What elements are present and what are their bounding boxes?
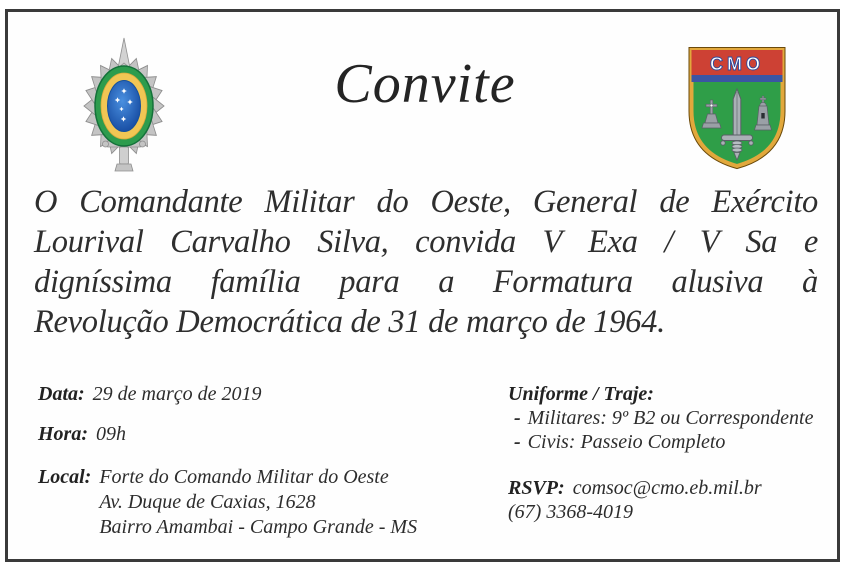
rsvp-phone: (67) 3368-4019 bbox=[508, 501, 633, 523]
dress-code-item-military bbox=[508, 406, 828, 430]
time-value: 09h bbox=[96, 423, 126, 445]
location-value bbox=[99, 465, 417, 540]
date-value: 29 de março de 2019 bbox=[92, 383, 262, 405]
event-details bbox=[38, 382, 488, 556]
location-label: Local: bbox=[38, 466, 92, 488]
invitation-line-2: Lourival Carvalho Silva, convida V Exa / V Sa e bbox=[34, 224, 818, 260]
dash-bullet: - bbox=[514, 431, 521, 453]
rsvp-label: RSVP: bbox=[508, 477, 565, 499]
invitation-line-3: digníssima família para a Formatura alusiva à bbox=[34, 264, 818, 300]
cmo-shield-icon bbox=[684, 47, 790, 171]
invitation-line-1: O Comandante Militar do Oeste, General de Exército bbox=[34, 184, 818, 220]
rsvp-email: comsoc@cmo.eb.mil.br bbox=[572, 477, 762, 499]
dress-code-civilian-text: Civis: Passeio Completo bbox=[527, 431, 726, 453]
page-title: Convite bbox=[334, 53, 516, 115]
dress-code-label: Uniforme / Traje: bbox=[508, 383, 654, 405]
location-line-1: Forte do Comando Militar do Oeste bbox=[99, 466, 389, 488]
date-row bbox=[38, 382, 488, 406]
time-row bbox=[38, 422, 488, 446]
location-row bbox=[38, 465, 488, 540]
location-line-3: Bairro Amambai - Campo Grande - MS bbox=[99, 516, 418, 538]
invitation-text bbox=[34, 182, 818, 342]
invitation-line-4: Revolução Democrática de 31 de março de 1964. bbox=[34, 304, 665, 340]
dash-bullet: - bbox=[514, 407, 521, 429]
location-line-2: Av. Duque de Caxias, 1628 bbox=[99, 491, 316, 513]
rsvp-row bbox=[508, 476, 828, 500]
rsvp-block bbox=[508, 476, 828, 524]
time-label: Hora: bbox=[38, 423, 88, 445]
dress-code-military-text: Militares: 9º B2 ou Correspondente bbox=[527, 407, 814, 429]
dress-and-rsvp bbox=[508, 382, 828, 524]
dress-code-item-civilian bbox=[508, 430, 828, 454]
cmo-shield-label: CMO bbox=[710, 54, 764, 74]
date-label: Data: bbox=[38, 383, 85, 405]
